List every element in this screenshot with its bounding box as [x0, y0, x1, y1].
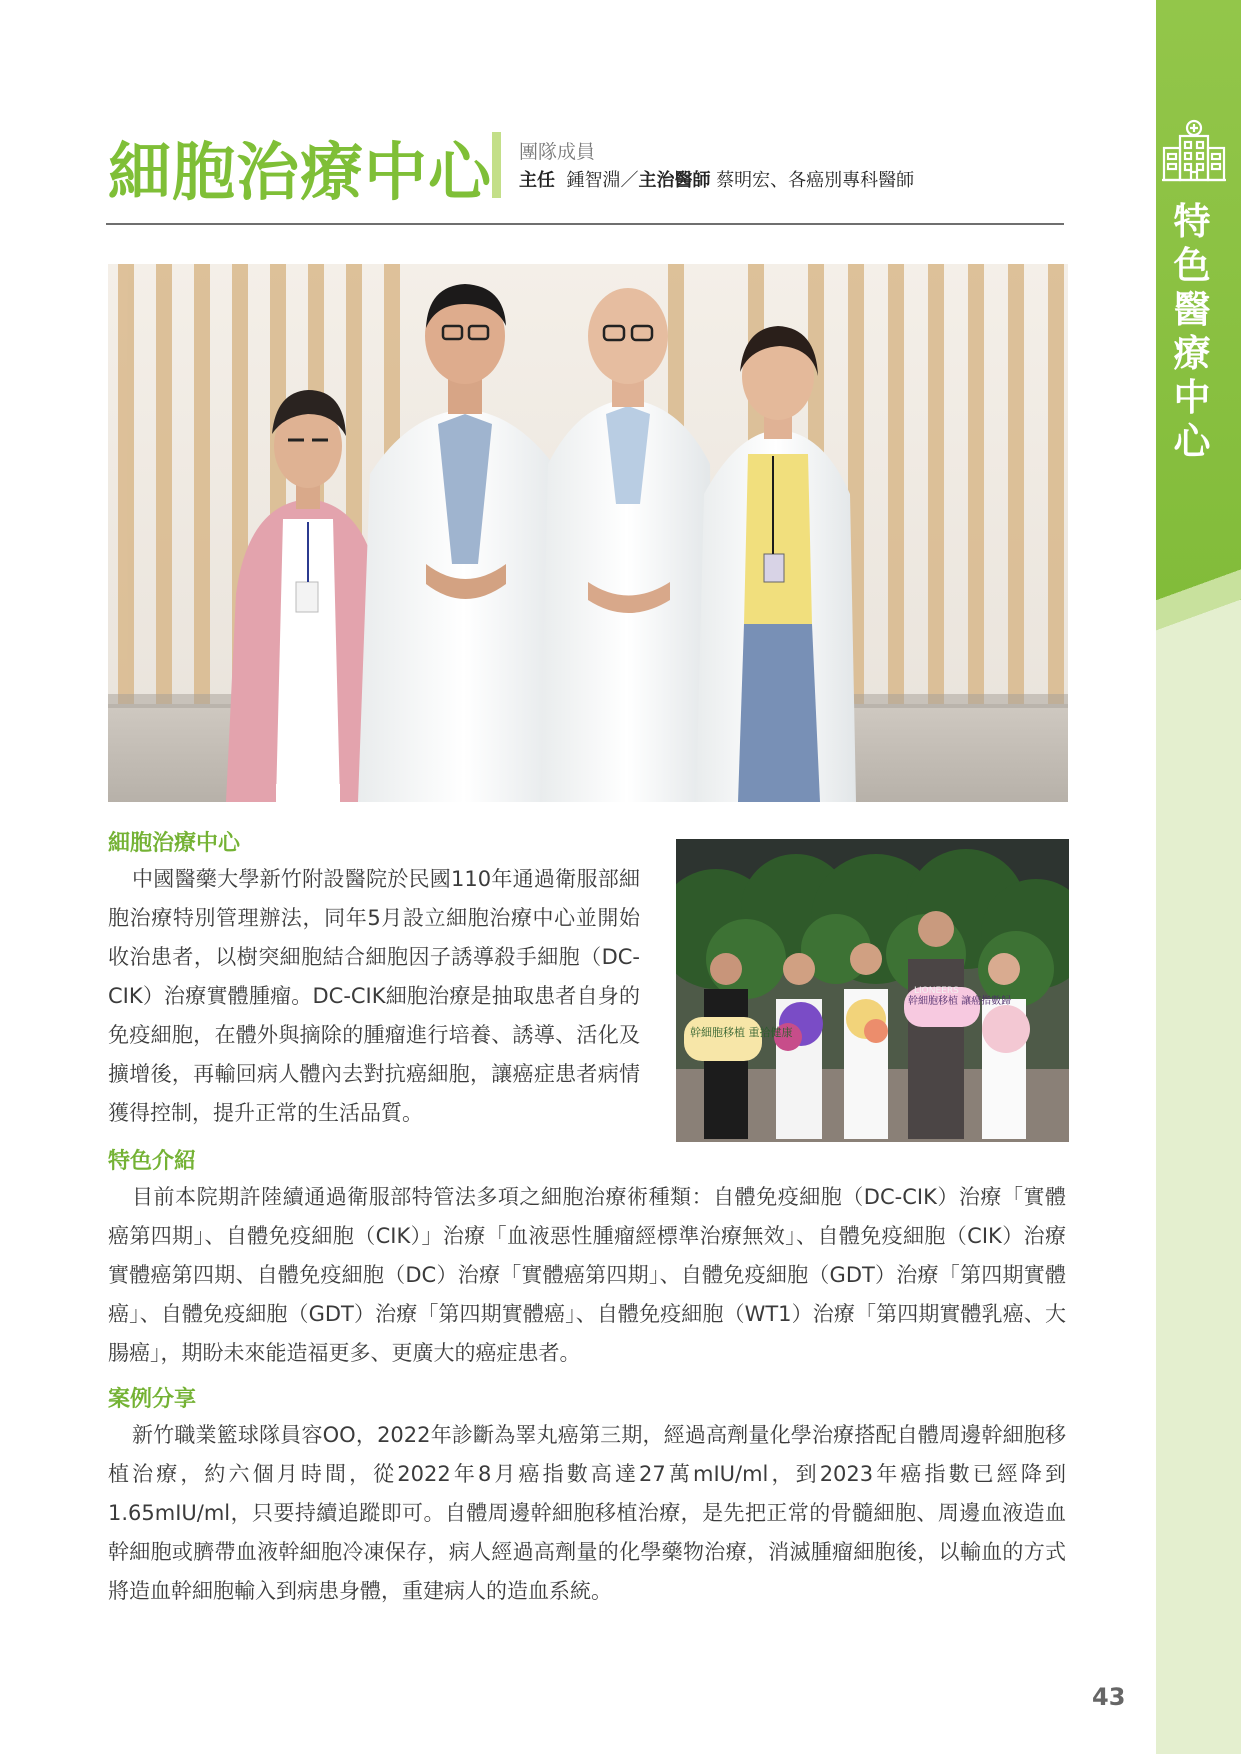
director-role: 主任 — [519, 170, 555, 191]
sign-right-text: 幹細胞移植 讓癌指數歸 — [908, 996, 1012, 1007]
section-text-cell-therapy: 中國醫藥大學新竹附設醫院於民國110年通過衛服部細胞治療特別管理辦法，同年5月設立細胞治療中心並開始收治患者，以樹突細胞結合細胞因子誘導殺手細胞（DC-CIK）治療實體腫瘤。DC-CIK細胞治療是抽取患者自身的免疫細胞，在體外與摘除的腫瘤進行培養、誘導、活化及擴增後，再輸回病人體內去對抗癌細胞，讓癌症患者病情獲得控制，提升正常的生活品質。 — [108, 867, 640, 1125]
team-photo — [108, 264, 1068, 802]
page-number: 43 — [1092, 1683, 1126, 1711]
section-heading-cell-therapy: 細胞治療中心 — [108, 831, 241, 856]
sign-left-text: 幹細胞移植 重拾健康 — [690, 1026, 793, 1039]
page-title: 細胞治療中心 — [108, 135, 492, 209]
team-members — [519, 166, 914, 192]
event-photo — [676, 839, 1069, 1142]
side-stripe — [1156, 540, 1241, 710]
separator: ／ — [620, 170, 639, 191]
section-text-case-sharing: 新竹職業籃球隊員容OO，2022年診斷為睪丸癌第三期，經過高劑量化學治療搭配自體周邊幹細胞移植治療，約六個月時間，從2022年8月癌指數高達27萬mIU/ml，到2023年癌指數已經降到1.65mIU/ml，只要持續追蹤即可。自體周邊幹細胞移植治療，是先把正常的骨髓細胞、周邊血液造血幹細胞或臍帶血液幹細胞冷凍保存，病人經過高劑量的化學藥物治療，消滅腫瘤細胞後，以輸血的方式將造血幹細胞輸入到病患身體，重建病人的造血系統。 — [108, 1423, 1066, 1603]
side-title: 特色醫療中心 — [1173, 200, 1211, 463]
team-label: 團隊成員 — [519, 141, 596, 163]
attending-names: 蔡明宏、各癌別專科醫師 — [716, 170, 915, 191]
section-text-features: 目前本院期許陸續通過衛服部特管法多項之細胞治療術種類：自體免疫細胞（DC-CIK）治療「實體癌第四期」、自體免疫細胞（CIK）」治療「血液惡性腫瘤經標準治療無效」、自體免疫細胞（CIK）治療實體癌第四期、自體免疫細胞（DC）治療「實體癌第四期」、自體免疫細胞（GDT）治療「第四期實體癌」、自體免疫細胞（GDT）治療「第四期實體癌」、自體免疫細胞（WT1）治療「第四期實體乳癌、大腸癌」，期盼未來能造福更多、更廣大的癌症患者。 — [108, 1185, 1066, 1365]
title-accent-bar — [492, 132, 501, 198]
shirt-text: LIONEERS — [914, 986, 959, 996]
section-heading-case-sharing: 案例分享 — [108, 1387, 197, 1412]
hospital-building-icon — [1160, 118, 1228, 186]
header-rule — [106, 223, 1064, 225]
section-heading-features: 特色介紹 — [108, 1149, 197, 1174]
attending-role: 主治醫師 — [638, 170, 711, 191]
director-name: 鍾智淵 — [566, 170, 621, 191]
